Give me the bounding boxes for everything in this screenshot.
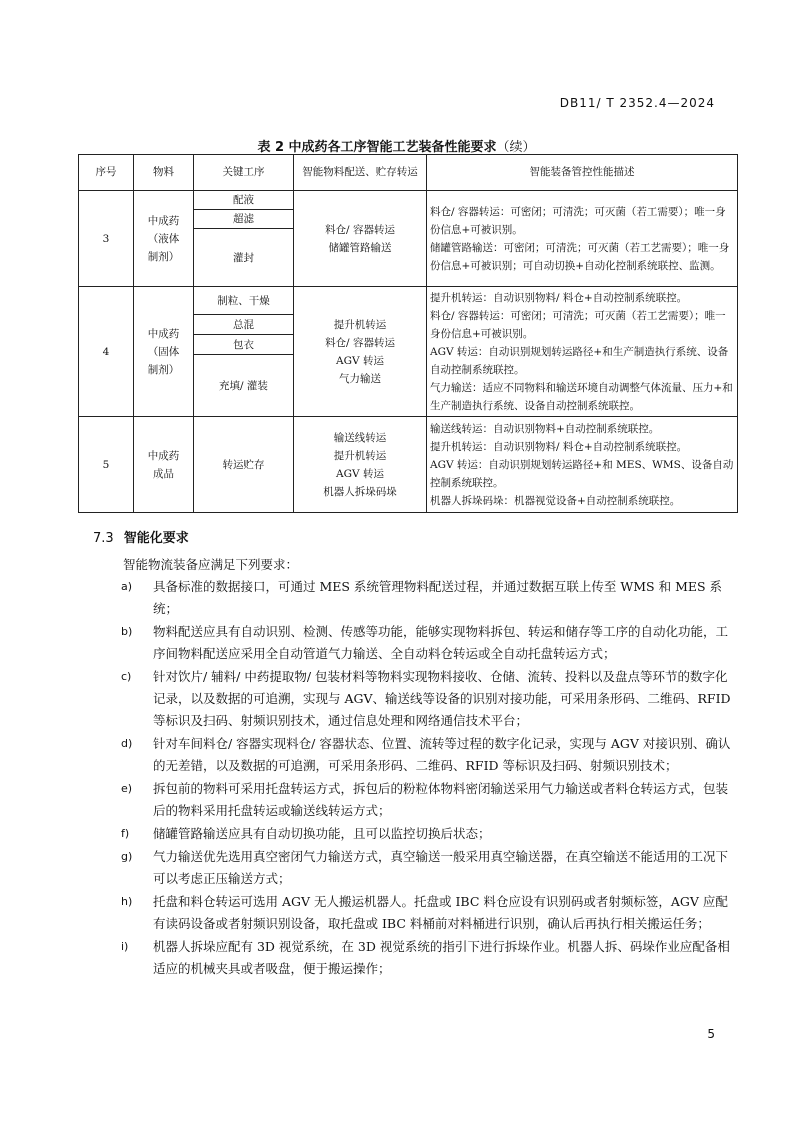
description-paragraph: 提升机转运：自动识别物料/ 料仓+自动控制系统联控。 bbox=[430, 440, 688, 453]
table-row bbox=[79, 417, 738, 513]
transport-cell bbox=[294, 417, 427, 513]
header-cell: 序号 bbox=[79, 155, 134, 191]
process-cell: 转运贮存 bbox=[194, 417, 294, 513]
process-cell: 灌封 bbox=[194, 229, 294, 287]
transport-line: 提升机转运 bbox=[333, 318, 387, 331]
list-item-text: 机器人拆垛应配有 3D 视觉系统，在 3D 视觉系统的指引下进行拆垛作业。机器人拆、码垛作业应配备相适应的机械夹具或者吸盘，便于搬运操作； bbox=[153, 939, 730, 976]
description-paragraph: 机器人拆垛码垛：机器视觉设备+自动控制系统联控。 bbox=[430, 494, 681, 507]
description-paragraph: 提升机转运：自动识别物料/ 料仓+自动控制系统联控。 bbox=[430, 291, 688, 304]
header-cell: 智能装备管控性能描述 bbox=[427, 155, 738, 191]
transport-line: 料仓/ 容器转运 bbox=[325, 336, 395, 349]
description-paragraph: 气力输送：适应不同物料和输送环境自动调整气体流量、压力+和生产制造执行系统、设备自动控制系统联控。 bbox=[430, 381, 733, 412]
list-item-label: d) bbox=[121, 737, 133, 750]
list-item bbox=[123, 778, 733, 822]
material-line: 成品 bbox=[153, 467, 174, 480]
list-item-label: h) bbox=[121, 895, 133, 908]
transport-line: 提升机转运 bbox=[333, 449, 387, 462]
description-cell bbox=[427, 191, 738, 287]
table-row bbox=[79, 191, 738, 210]
material-line: 制剂） bbox=[147, 363, 180, 376]
list-item bbox=[123, 621, 733, 665]
transport-line: 输送线转运 bbox=[333, 431, 387, 444]
transport-cell bbox=[294, 287, 427, 417]
material-cell bbox=[134, 417, 194, 513]
list-item-label: b) bbox=[121, 625, 133, 638]
material-line: 中成药 bbox=[147, 214, 180, 227]
process-cell: 包衣 bbox=[194, 335, 294, 355]
list-item-text: 拆包前的物料可采用托盘转运方式，拆包后的粉粒体物料密闭输送采用气力输送或者料仓转运方式，包装后的物料采用托盘转运或输送线转运方式； bbox=[153, 781, 729, 818]
list-item bbox=[123, 576, 733, 620]
description-paragraph: 储罐管路输送：可密闭；可清洗；可灭菌（若工艺需要）；唯一身份信息+可被识别；可自动切换+自动化控制系统联控、监测。 bbox=[430, 241, 730, 272]
list-item-label: f) bbox=[121, 827, 130, 840]
transport-line: AGV 转运 bbox=[336, 354, 384, 367]
description-paragraph: AGV 转运：自动识别规划转运路径+和 MES、WMS、设备自动控制系统联控。 bbox=[430, 458, 734, 489]
list-item-label: e) bbox=[121, 782, 133, 795]
transport-line: 储罐管路输送 bbox=[328, 241, 392, 254]
transport-line: 料仓/ 容器转运 bbox=[325, 223, 395, 236]
list-item bbox=[123, 846, 733, 890]
material-line: （液体 bbox=[147, 232, 180, 245]
transport-cell bbox=[294, 191, 427, 287]
requirements-table bbox=[78, 154, 738, 513]
list-item bbox=[123, 666, 733, 732]
list-item bbox=[123, 936, 733, 980]
list-item-label: i) bbox=[121, 940, 129, 953]
description-cell bbox=[427, 287, 738, 417]
list-item-text: 针对饮片/ 辅料/ 中药提取物/ 包装材料等物料实现物料接收、仓储、流转、投料以及盘点等环节的数字化记录，以及数据的可追溯，实现与 AGV、输送线等设备的识别对接功能，可采用条形码、二维码、RFID 等标识及扫码、射频识别技术，通过信息处理和网络通信技术平台； bbox=[153, 669, 731, 728]
list-item-text: 具备标准的数据接口，可通过 MES 系统管理物料配送过程，并通过数据互联上传至 WMS 和 MES 系统； bbox=[153, 579, 723, 616]
material-line: （固体 bbox=[147, 345, 180, 358]
requirement-list bbox=[123, 576, 733, 981]
material-line: 制剂） bbox=[147, 250, 180, 263]
header-cell: 物料 bbox=[134, 155, 194, 191]
transport-line: AGV 转运 bbox=[336, 467, 384, 480]
document-id: DB11/ T 2352.4—2024 bbox=[559, 96, 715, 110]
list-item bbox=[123, 891, 733, 935]
material-line: 中成药 bbox=[147, 449, 180, 462]
process-cell: 配液 bbox=[194, 191, 294, 210]
material-cell bbox=[134, 287, 194, 417]
list-item-label: a) bbox=[121, 580, 133, 593]
process-cell: 充填/ 灌装 bbox=[194, 355, 294, 417]
section-heading bbox=[93, 527, 189, 546]
transport-line: 气力输送 bbox=[339, 372, 381, 385]
list-item-text: 托盘和料仓转运可选用 AGV 无人搬运机器人。托盘或 IBC 料仓应设有识别码或者射频标签，AGV 应配有读码设备或者射频识别设备，取托盘或 IBC 料桶前对料桶进行识别，确认后再执行相关搬运任务； bbox=[153, 894, 728, 931]
table-title bbox=[0, 136, 793, 155]
section-intro: 智能物流装备应满足下列要求： bbox=[123, 557, 299, 572]
table-title-continued: （续） bbox=[496, 140, 536, 155]
description-paragraph: 输送线转运：自动识别物料+自动控制系统联控。 bbox=[430, 422, 660, 435]
list-item-text: 气力输送优先选用真空密闭气力输送方式，真空输送一般采用真空输送器，在真空输送不能适用的工况下可以考虑正压输送方式； bbox=[153, 849, 729, 886]
row-number: 4 bbox=[79, 287, 134, 417]
list-item-text: 储罐管路输送应具有自动切换功能，且可以监控切换后状态； bbox=[153, 826, 491, 841]
table-title-text: 表 2 中成药各工序智能工艺装备性能要求 bbox=[257, 140, 497, 155]
list-item-text: 物料配送应具有自动识别、检测、传感等功能，能够实现物料拆包、转运和储存等工序的自动化功能，工序间物料配送应采用全自动管道气力输送、全自动料仓转运或全自动托盘转运方式； bbox=[153, 624, 729, 661]
list-item-label: g) bbox=[121, 850, 133, 863]
table-row bbox=[79, 287, 738, 315]
table-header-row bbox=[79, 155, 738, 191]
list-item bbox=[123, 823, 733, 845]
page-number: 5 bbox=[707, 1027, 715, 1041]
process-cell: 超滤 bbox=[194, 210, 294, 229]
process-cell: 总混 bbox=[194, 315, 294, 335]
header-cell: 关键工序 bbox=[194, 155, 294, 191]
section-number: 7.3 bbox=[93, 531, 114, 546]
section-title: 智能化要求 bbox=[123, 531, 189, 546]
process-cell: 制粒、干燥 bbox=[194, 287, 294, 315]
row-number: 5 bbox=[79, 417, 134, 513]
description-paragraph: 料仓/ 容器转运：可密闭；可清洗；可灭菌（若工艺需要）；唯一身份信息+可被识别。 bbox=[430, 309, 726, 340]
row-number: 3 bbox=[79, 191, 134, 287]
list-item-text: 针对车间料仓/ 容器实现料仓/ 容器状态、位置、流转等过程的数字化记录，实现与 AGV 对接识别、确认的无差错，以及数据的可追溯，可采用条形码、二维码、RFID 等标识及扫码、射频识别技术； bbox=[153, 736, 731, 773]
material-line: 中成药 bbox=[147, 327, 180, 340]
list-item-label: c) bbox=[121, 670, 132, 683]
transport-line: 机器人拆垛码垛 bbox=[323, 485, 397, 498]
description-cell bbox=[427, 417, 738, 513]
material-cell bbox=[134, 191, 194, 287]
list-item bbox=[123, 733, 733, 777]
description-paragraph: 料仓/ 容器转运：可密闭；可清洗；可灭菌（若工需要）；唯一身份信息+可被识别。 bbox=[430, 205, 726, 236]
description-paragraph: AGV 转运：自动识别规划转运路径+和生产制造执行系统、设备自动控制系统联控。 bbox=[430, 345, 729, 376]
header-cell: 智能物料配送、贮存转运 bbox=[294, 155, 427, 191]
